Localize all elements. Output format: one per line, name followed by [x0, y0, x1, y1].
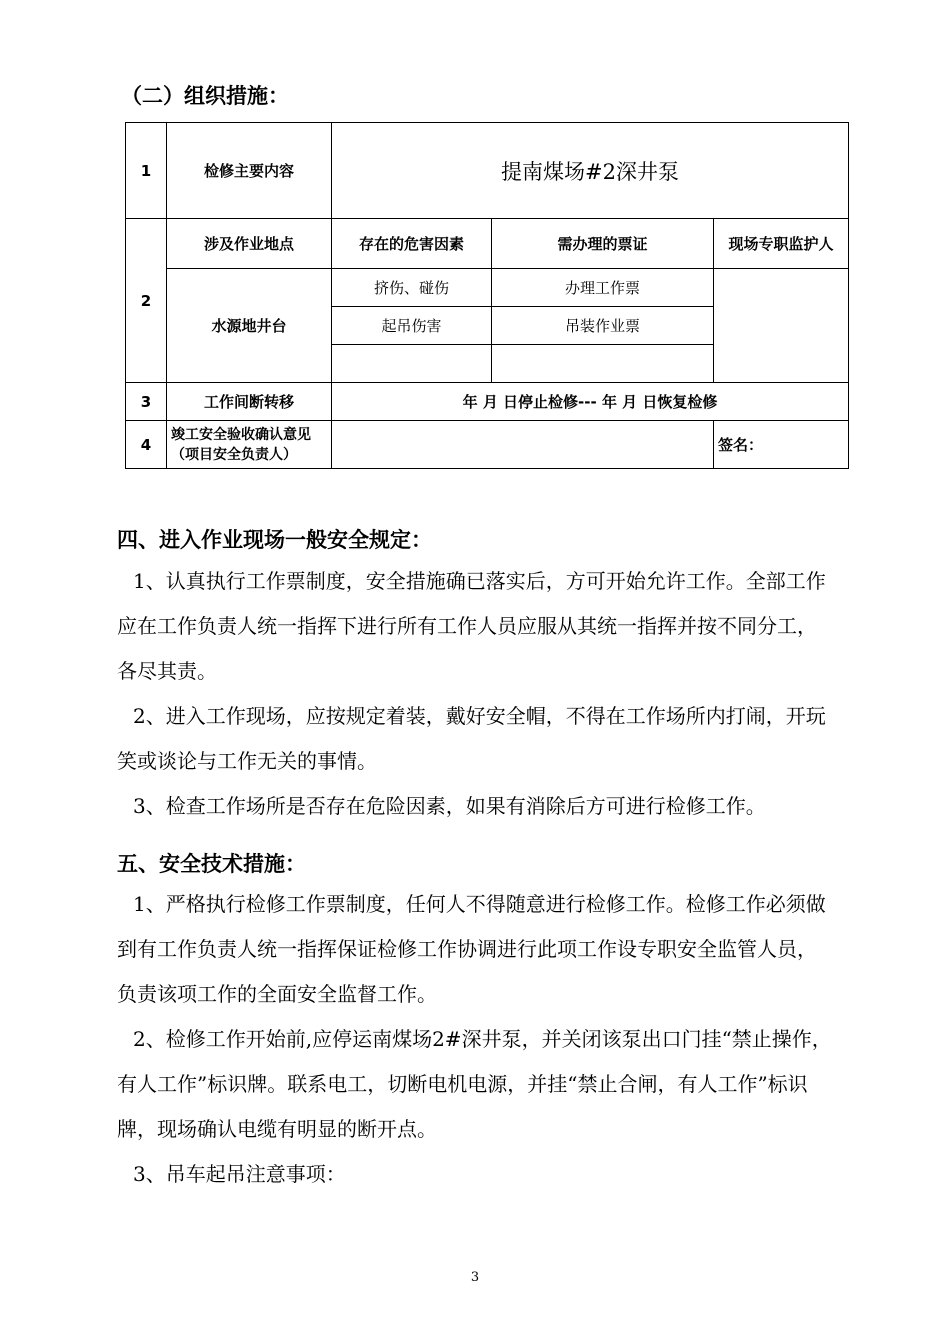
section-4-heading: 四、进入作业现场一般安全规定： [117, 528, 432, 552]
row-number: 2 [126, 219, 167, 383]
header-hazards: 存在的危害因素 [332, 219, 492, 269]
acceptance-opinion-cell [332, 421, 714, 469]
hazard-cell: 起吊伤害 [332, 307, 492, 345]
paragraph-line: 笑或谈论与工作无关的事情。 [117, 749, 377, 773]
paragraph-line: 2、进入工作现场，应按规定着装，戴好安全帽，不得在工作场所内打闹，开玩 [133, 704, 826, 728]
paragraph-line: 牌，现场确认电缆有明显的断开点。 [117, 1117, 437, 1141]
row-number: 3 [126, 383, 167, 421]
row-label: 工作间断转移 [167, 383, 332, 421]
row-label: 检修主要内容 [167, 123, 332, 219]
table-row [126, 269, 849, 307]
org-measures-heading: （二）组织措施： [121, 84, 289, 108]
permit-cell [492, 345, 714, 383]
row-number: 4 [126, 421, 167, 469]
row-label: 竣工安全验收确认意见（项目安全负责人） [167, 421, 332, 469]
org-measures-table [125, 122, 849, 469]
section-5-body [117, 882, 909, 1197]
hazard-cell: 挤伤、碰伤 [332, 269, 492, 307]
paragraph-line: 到有工作负责人统一指挥保证检修工作协调进行此项工作设专职安全监管人员， [117, 937, 817, 961]
table-row-3 [126, 383, 849, 421]
table-row-1 [126, 123, 849, 219]
paragraph-line: 3、检查工作场所是否存在危险因素，如果有消除后方可进行检修工作。 [133, 794, 766, 818]
section-5-heading: 五、安全技术措施： [117, 852, 306, 876]
maintenance-content: 提南煤场#2深井泵 [332, 123, 849, 219]
table-row-2-header [126, 219, 849, 269]
hazard-cell [332, 345, 492, 383]
header-permits: 需办理的票证 [492, 219, 714, 269]
header-location: 涉及作业地点 [167, 219, 332, 269]
section-4-body [117, 559, 909, 829]
row-number: 1 [126, 123, 167, 219]
paragraph-line: 3、吊车起吊注意事项： [133, 1162, 346, 1186]
page-number: 3 [470, 1270, 480, 1285]
supervisor-cell [714, 269, 849, 383]
signature-label: 签名： [714, 421, 849, 469]
interruption-content: 年 月 日停止检修--- 年 月 日恢复检修 [332, 383, 849, 421]
paragraph-line: 应在工作负责人统一指挥下进行所有工作人员应服从其统一指挥并按不同分工， [117, 614, 817, 638]
paragraph-line: 负责该项工作的全面安全监督工作。 [117, 982, 437, 1006]
permit-cell: 办理工作票 [492, 269, 714, 307]
table-row-4 [126, 421, 849, 469]
paragraph-line: 1、严格执行检修工作票制度，任何人不得随意进行检修工作。检修工作必须做 [133, 892, 826, 916]
paragraph-line: 各尽其责。 [117, 659, 217, 683]
paragraph-line: 有人工作”标识牌。联系电工，切断电机电源，并挂“禁止合闸，有人工作”标识 [117, 1072, 808, 1096]
paragraph-line: 2、检修工作开始前,应停运南煤场2#深井泵，并关闭该泵出口门挂“禁止操作， [133, 1027, 832, 1051]
header-supervisor: 现场专职监护人 [714, 219, 849, 269]
paragraph-line: 1、认真执行工作票制度，安全措施确已落实后，方可开始允许工作。全部工作 [133, 569, 826, 593]
work-location: 水源地井台 [167, 269, 332, 383]
permit-cell: 吊装作业票 [492, 307, 714, 345]
